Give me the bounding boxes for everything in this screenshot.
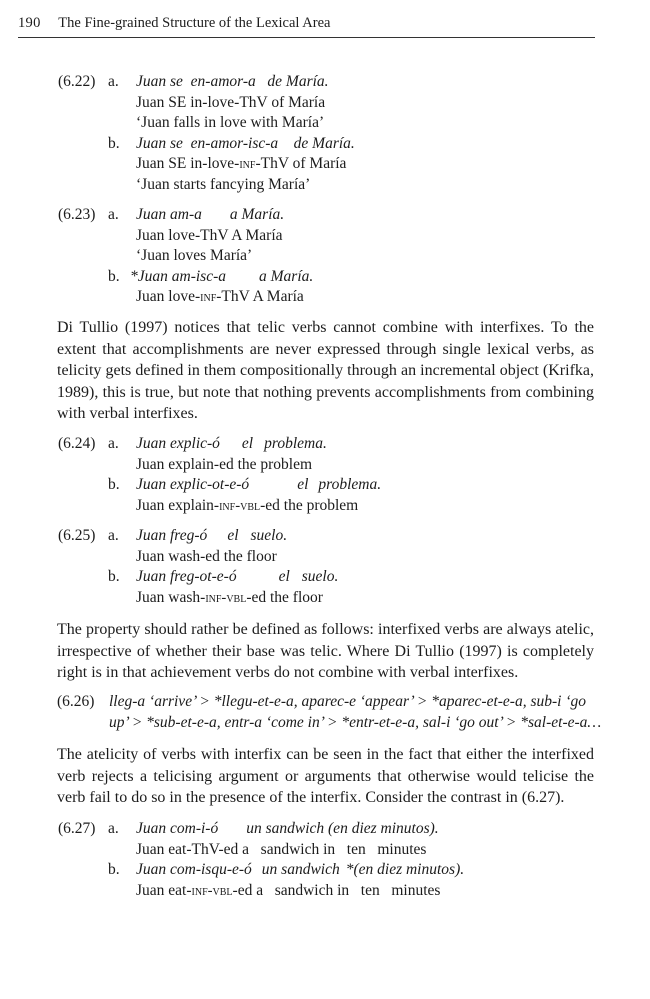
small-caps-morpheme: inf-vbl [205,589,247,606]
small-caps-morpheme: inf [239,156,256,172]
morpheme-line: Juan SE in-love-ThV of María [136,93,326,111]
morpheme-line [136,881,440,902]
morpheme-line: Juan eat-ThV-ed a sandwich in ten minutes [136,840,427,858]
gloss-word: de María. [293,134,355,152]
example-letter-b: b. [108,861,120,878]
gloss-word: Juan am-a [136,206,202,223]
gloss-word: suelo. [250,527,288,544]
example-number: (6.24) [58,435,96,452]
gloss-line [136,860,464,881]
gloss-word: a María. [259,267,314,285]
example-number: (6.26) [57,693,95,710]
morpheme-text: -ed a sandwich in ten minutes [232,881,441,899]
body-paragraph [57,619,594,684]
gloss-line [136,526,287,547]
translation-line: ‘Juan starts fancying María’ [136,175,311,193]
gloss-word: un sandwich [261,861,340,878]
example-6-27 [58,819,598,904]
morpheme-text: -ed the floor [246,588,323,606]
header-rule [18,37,595,38]
gloss-word: el [297,476,309,493]
running-title: The Fine-grained Structure of the Lexical Area [58,15,331,31]
gloss-line [136,134,355,155]
example-letter-b: b. [108,476,120,493]
example-number: (6.27) [58,820,96,837]
example-6-25 [58,526,598,611]
translation-line: ‘Juan falls in love with María’ [136,114,325,131]
page-number: 190 [18,15,41,31]
example-letter-b: b. [108,267,120,285]
gloss-word: *Juan am-isc-a [130,267,226,285]
morpheme-text: -ThV of María [255,155,347,172]
example-letter-a: a. [108,435,119,452]
small-caps-morpheme: inf-vbl [219,497,261,514]
gloss-word: Juan com-i-ó [136,820,219,837]
gloss-word: el [241,435,254,452]
gloss-word: *(en diez minutos). [345,861,465,878]
gloss-word: Juan explic-ó [136,435,220,452]
example-6-22 [58,72,598,197]
gloss-word: el [278,568,290,585]
example-number: (6.25) [58,527,96,544]
gloss-word: Juan explic-ot-e-ó [136,476,250,493]
gloss-word: en-amor-a [190,73,256,90]
translation-line: ‘Juan loves María’ [136,247,253,264]
example-number: (6.23) [58,206,96,223]
gloss-line [130,267,313,288]
example-letter-b: b. [108,568,120,585]
example-6-23 [58,205,598,310]
morpheme-line: Juan explain-ed the problem [136,455,313,473]
example-6-24 [58,434,598,519]
gloss-line [136,567,338,588]
morpheme-text: Juan love- [136,288,201,305]
example-line [109,692,586,713]
morpheme-text: Juan explain- [136,496,220,514]
example-letter-a: a. [108,527,119,544]
example-letter-b: b. [108,134,120,152]
gloss-word: de María. [267,73,329,90]
body-paragraph [57,744,594,809]
body-paragraph [57,317,594,425]
gloss-word: Juan se [136,134,183,152]
small-caps-morpheme: inf [200,289,217,305]
gloss-word: Juan se [136,73,183,90]
morpheme-line [136,287,304,308]
morpheme-text: Juan eat- [136,881,192,899]
example-letter-a: a. [108,820,119,837]
gloss-word: en-amor-isc-a [190,134,279,152]
morpheme-line: Juan wash-ed the floor [136,547,277,565]
gloss-line [136,475,381,496]
gloss-word: Juan com-isqu-e-ó [136,861,252,878]
paragraph-text: Di Tullio (1997) notices that telic verbs cannot combine with interfixes. To the extent that accomplishments are never expressed through single lexical verbs, as telicity gets defined in them compositionally through an incremental object (Krifka, 1989), this is true, but note that nothing prevents accomplishments from combining with verbal interfixes. [57,319,594,422]
gloss-line [136,819,439,840]
morpheme-text: -ThV A María [216,288,304,305]
small-caps-morpheme: inf-vbl [191,882,233,899]
morpheme-line [136,496,358,517]
paragraph-text: The property should rather be defined as follows: interfixed verbs are always atelic, irrespective of whether their base was telic. Where Di Tullio (1997) is completely right is in that achievement verbs do not combine with verbal interfixes. [57,621,594,681]
morpheme-line [136,588,323,609]
gloss-line [136,205,284,226]
gloss-word: a María. [229,206,285,223]
gloss-word: Juan freg-ot-e-ó [136,568,237,585]
gloss-line [136,434,327,455]
gloss-word: problema. [318,476,382,493]
morpheme-text: -ed the problem [260,496,359,514]
example-letter-a: a. [108,206,119,223]
morpheme-text: Juan wash- [136,588,206,606]
morpheme-line: Juan love-ThV A María [136,226,283,244]
gloss-word: Juan freg-ó [136,527,208,544]
example-6-26 [57,692,602,734]
gloss-line [136,72,329,93]
paragraph-text: The atelicity of verbs with interfix can be seen in the fact that either the interfixed verb rejects a telicising argument or arguments that otherwise would telicise the verb fail to do so in the presence of the interfix. Consider the contrast in (6.27). [57,746,594,806]
morpheme-line [136,154,346,175]
example-text: lleg-a ‘arrive’ > *llegu-et-e-a, aparec-e ‘appear’ > *aparec-et-e-a, sub-i ‘go [109,693,587,710]
gloss-word: problema. [264,435,327,452]
gloss-word: un sandwich (en diez minutos). [246,820,439,837]
morpheme-text: Juan SE in-love- [136,155,240,172]
example-text: up’ > *sub-et-e-a, entr-a ‘come in’ > *entr-et-e-a, sal-i ‘go out’ > *sal-et-e-a… [109,713,602,731]
gloss-word: suelo. [301,568,339,585]
example-line [109,713,601,734]
running-header [18,15,330,32]
example-letter-a: a. [108,73,119,90]
gloss-word: el [227,527,239,544]
example-number: (6.22) [58,73,96,90]
